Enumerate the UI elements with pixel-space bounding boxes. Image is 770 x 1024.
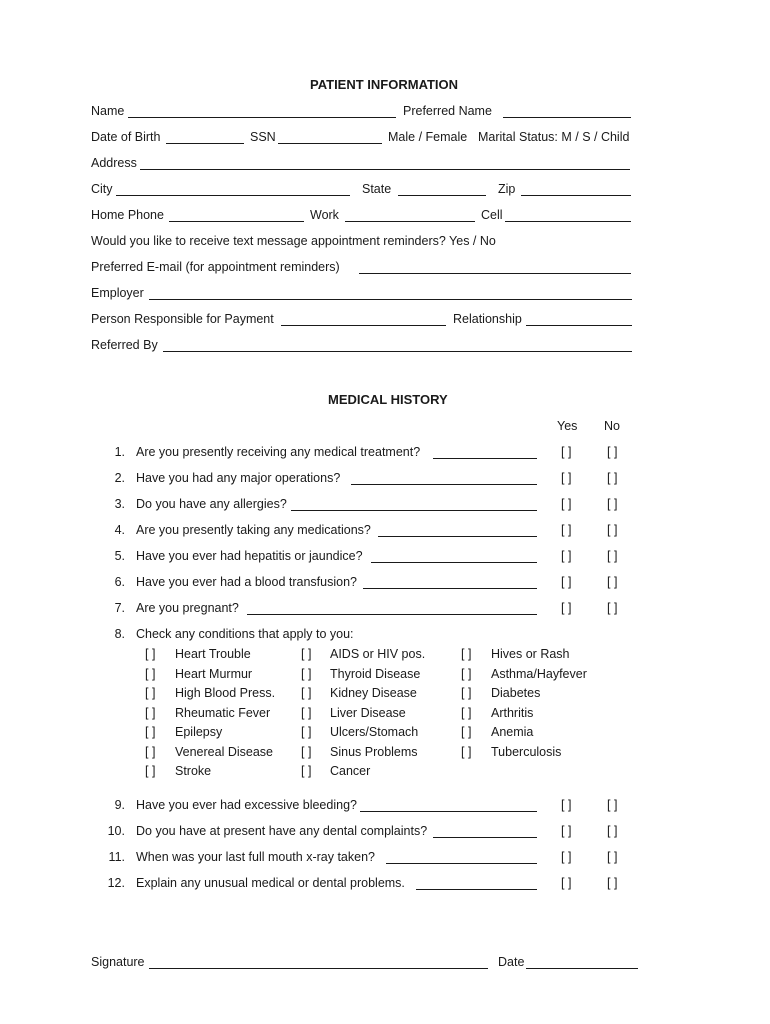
question-text: Have you ever had hepatitis or jaundice? [136,549,363,563]
condition-checkbox[interactable]: [ ] [461,725,472,739]
question-number: 4. [114,523,125,537]
answer-line[interactable] [416,889,537,890]
condition-checkbox[interactable]: [ ] [301,686,312,700]
state-label: State [362,182,392,196]
condition-label: Ulcers/Stomach [330,725,419,739]
dob-field[interactable] [166,143,244,144]
conditions-title: Check any conditions that apply to you: [136,627,354,641]
condition-label: Sinus Problems [330,745,418,759]
condition-checkbox[interactable]: [ ] [301,647,312,661]
answer-line[interactable] [291,510,537,511]
question-text: Do you have any allergies? [136,497,287,511]
question-row [0,850,770,866]
question-row [0,575,770,591]
condition-label: Venereal Disease [175,745,273,759]
sex-label[interactable]: Male / Female [388,130,468,144]
preferred-name-field[interactable] [503,117,631,118]
employer-label: Employer [91,286,144,300]
no-checkbox[interactable]: [ ] [607,549,618,563]
condition-checkbox[interactable]: [ ] [301,725,312,739]
state-field[interactable] [398,195,486,196]
question-row [0,549,770,565]
question-number: 3. [114,497,125,511]
condition-checkbox[interactable]: [ ] [461,745,472,759]
condition-checkbox[interactable]: [ ] [461,686,472,700]
condition-label: Diabetes [491,686,541,700]
yes-checkbox[interactable]: [ ] [561,497,572,511]
relationship-field[interactable] [526,325,632,326]
name-label: Name [91,104,125,118]
yes-checkbox[interactable]: [ ] [561,798,572,812]
marital-status-label[interactable]: Marital Status: M / S / Child [478,130,630,144]
no-checkbox[interactable]: [ ] [607,445,618,459]
answer-line[interactable] [371,562,537,563]
no-checkbox[interactable]: [ ] [607,471,618,485]
dob-label: Date of Birth [91,130,161,144]
question-row [0,601,770,617]
question-row [0,497,770,513]
question-text: Do you have at present have any dental complaints? [136,824,428,838]
condition-label: AIDS or HIV pos. [330,647,426,661]
answer-line[interactable] [363,588,537,589]
conditions-header [0,627,770,643]
yes-checkbox[interactable]: [ ] [561,471,572,485]
question-number: 12. [107,876,125,890]
question-text: Explain any unusual medical or dental problems. [136,876,405,890]
answer-line[interactable] [433,458,537,459]
question-row [0,445,770,461]
condition-label: Heart Murmur [175,667,253,681]
question-row [0,471,770,487]
patient-info-title: PATIENT INFORMATION [310,77,459,92]
condition-label: Stroke [175,764,212,778]
answer-line[interactable] [360,811,537,812]
question-text: When was your last full mouth x-ray taken? [136,850,375,864]
no-checkbox[interactable]: [ ] [607,798,618,812]
question-number: 7. [114,601,125,615]
condition-checkbox[interactable]: [ ] [145,706,156,720]
condition-label: Anemia [491,725,534,739]
question-text: Are you pregnant? [136,601,239,615]
date-field[interactable] [526,968,638,969]
medical-history-title: MEDICAL HISTORY [328,392,448,407]
employer-field[interactable] [149,299,632,300]
condition-checkbox[interactable]: [ ] [145,725,156,739]
signature-label: Signature [91,955,145,969]
question-number: 6. [114,575,125,589]
relationship-label: Relationship [453,312,522,326]
answer-line[interactable] [433,837,537,838]
name-field[interactable] [128,117,396,118]
question-number: 8. [114,627,125,641]
no-checkbox[interactable]: [ ] [607,575,618,589]
email-label: Preferred E-mail (for appointment reminders) [91,260,340,274]
condition-checkbox[interactable]: [ ] [145,745,156,759]
zip-field[interactable] [521,195,631,196]
referred-label: Referred By [91,338,158,352]
question-text: Are you presently receiving any medical treatment? [136,445,421,459]
ssn-field[interactable] [278,143,382,144]
no-checkbox[interactable]: [ ] [607,876,618,890]
condition-label: Hives or Rash [491,647,570,661]
work-label: Work [310,208,339,222]
home-phone-label: Home Phone [91,208,164,222]
condition-label: Liver Disease [330,706,406,720]
no-checkbox[interactable]: [ ] [607,601,618,615]
answer-line[interactable] [378,536,537,537]
date-label: Date [498,955,525,969]
question-number: 10. [107,824,125,838]
question-text: Have you had any major operations? [136,471,341,485]
answer-line[interactable] [386,863,537,864]
condition-checkbox[interactable]: [ ] [301,706,312,720]
zip-label: Zip [498,182,516,196]
home-phone-field[interactable] [169,221,304,222]
condition-checkbox[interactable]: [ ] [145,667,156,681]
city-label: City [91,182,113,196]
condition-checkbox[interactable]: [ ] [301,667,312,681]
condition-checkbox[interactable]: [ ] [145,764,156,778]
city-field[interactable] [116,195,350,196]
question-number: 5. [114,549,125,563]
yes-header: Yes [557,419,578,433]
condition-label: Kidney Disease [330,686,417,700]
condition-label: Thyroid Disease [330,667,421,681]
question-number: 1. [114,445,125,459]
no-checkbox[interactable]: [ ] [607,497,618,511]
question-row [0,798,770,814]
yes-checkbox[interactable]: [ ] [561,824,572,838]
address-field[interactable] [140,169,630,170]
condition-checkbox[interactable]: [ ] [301,764,312,778]
responsible-label: Person Responsible for Payment [91,312,274,326]
no-checkbox[interactable]: [ ] [607,850,618,864]
condition-checkbox[interactable]: [ ] [145,686,156,700]
cell-label: Cell [481,208,503,222]
condition-checkbox[interactable]: [ ] [461,706,472,720]
yes-checkbox[interactable]: [ ] [561,850,572,864]
condition-checkbox[interactable]: [ ] [461,667,472,681]
answer-line[interactable] [247,614,537,615]
question-number: 11. [108,850,125,864]
condition-label: High Blood Press. [175,686,276,700]
ssn-label: SSN [250,130,276,144]
question-text: Have you ever had a blood transfusion? [136,575,357,589]
question-number: 9. [114,798,125,812]
signature-field[interactable] [149,968,488,969]
no-header: No [604,419,620,433]
yes-checkbox[interactable]: [ ] [561,876,572,890]
text-reminder-question[interactable]: Would you like to receive text message appointment reminders? Yes / No [91,234,496,248]
responsible-field[interactable] [281,325,446,326]
preferred-name-label: Preferred Name [403,104,492,118]
yes-checkbox[interactable]: [ ] [561,549,572,563]
answer-line[interactable] [351,484,537,485]
yes-checkbox[interactable]: [ ] [561,601,572,615]
condition-checkbox[interactable]: [ ] [145,647,156,661]
yes-checkbox[interactable]: [ ] [561,523,572,537]
question-row [0,523,770,539]
condition-label: Cancer [330,764,371,778]
no-checkbox[interactable]: [ ] [607,824,618,838]
cell-field[interactable] [505,221,631,222]
question-text: Have you ever had excessive bleeding? [136,798,357,812]
condition-checkbox[interactable]: [ ] [461,647,472,661]
question-row [0,876,770,892]
referred-field[interactable] [163,351,632,352]
yes-checkbox[interactable]: [ ] [561,445,572,459]
question-row [0,824,770,840]
condition-label: Rheumatic Fever [175,706,271,720]
no-checkbox[interactable]: [ ] [607,523,618,537]
question-number: 2. [114,471,125,485]
address-label: Address [91,156,137,170]
work-field[interactable] [345,221,475,222]
email-field[interactable] [359,273,631,274]
condition-label: Asthma/Hayfever [491,667,587,681]
condition-label: Heart Trouble [175,647,251,661]
condition-label: Arthritis [491,706,534,720]
question-text: Are you presently taking any medications? [136,523,371,537]
condition-label: Tuberculosis [491,745,562,759]
yes-checkbox[interactable]: [ ] [561,575,572,589]
condition-label: Epilepsy [175,725,223,739]
condition-checkbox[interactable]: [ ] [301,745,312,759]
